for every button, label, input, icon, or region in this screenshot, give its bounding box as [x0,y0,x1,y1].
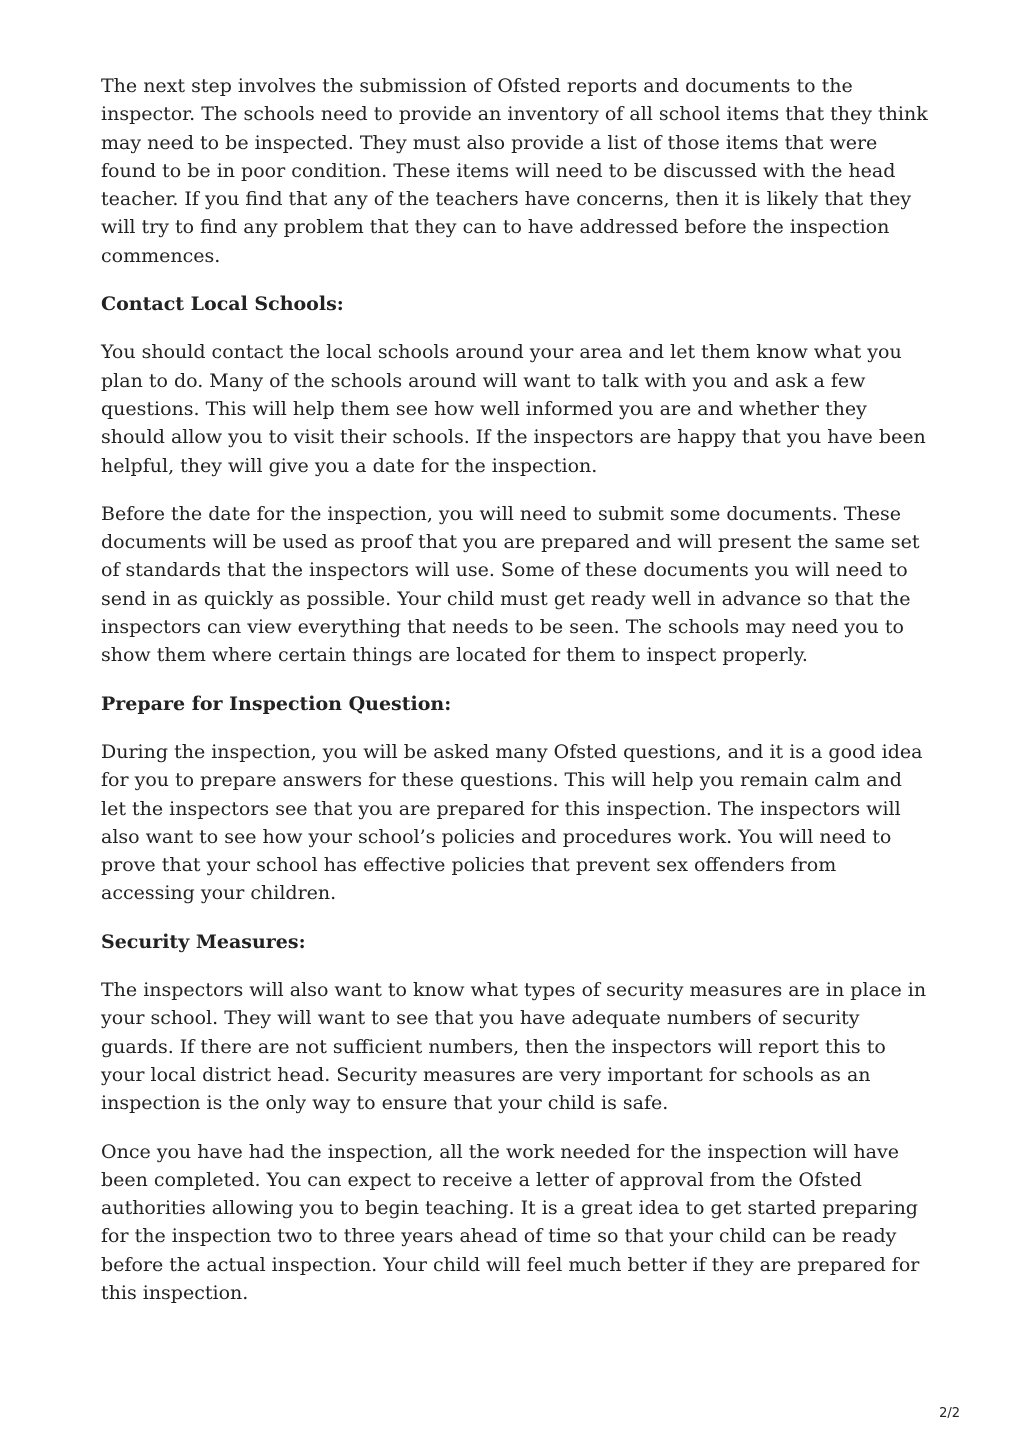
heading-contact-local-schools: Contact Local Schools: [101,293,344,316]
page-number: 2/2 [939,1406,960,1421]
paragraph-submission: The next step involves the submission of Ofsted reports and documents to the inspector. The schools need to provide an inventory of all school items that they think may need to be inspected. They must also provide a list of those items that were found to be in poor condition. These items will need to be discussed with the head teacher. If you find that any of the teachers have concerns, then it is likely that they will try to find any problem that they can to have addressed before the inspection commences. [101,75,928,267]
paragraph-submit-documents: Before the date for the inspection, you will need to submit some documents. These documents will be used as proof that you are prepared and will present the same set of standards that the inspectors will use. Some of these documents you will need to send in as quickly as possible. Your child must get ready well in advance so that the inspectors can view everything that needs to be seen. The schools may need you to show them where certain things are located for them to inspect properly. [101,502,920,667]
paragraph-contact-schools: You should contact the local schools around your area and let them know what you plan to do. Many of the schools around will want to talk with you and ask a few questions. This will help them see how well informed you are and whether they should allow you to visit their schools. If the inspectors are happy that you have been helpful, they will give you a date for the inspection. [101,341,926,477]
paragraph-after-inspection: Once you have had the inspection, all the work needed for the inspection will have been completed. You can expect to receive a letter of approval from the Ofsted authorities allowing you to begin teaching. It is a great idea to get started preparing for the inspection two to three years ahead of time so that your child can be ready before the actual inspection. Your child will feel much better if they are prepared for this inspection. [101,1140,920,1304]
paragraph-security-measures: The inspectors will also want to know what types of security measures are in place in your school. They will want to see that you have adequate numbers of security guards. If there are not sufficient numbers, then the inspectors will report this to your local district head. Security measures are very important for schools as an inspection is the only way to ensure that your child is safe. [101,979,927,1115]
heading-prepare-inspection-question: Prepare for Inspection Question: [101,692,452,715]
paragraph-inspection-questions: During the inspection, you will be asked many Ofsted questions, and it is a good idea for you to prepare answers for these questions. This will help you remain calm and let the inspectors see that you are prepared for this inspection. The inspectors will also want to see how your school’s policies and procedures work. You will need to prove that your school has effective policies that prevent sex offenders from accessing your children. [101,740,923,905]
article-body [101,72,929,1327]
heading-security-measures: Security Measures: [101,930,306,953]
